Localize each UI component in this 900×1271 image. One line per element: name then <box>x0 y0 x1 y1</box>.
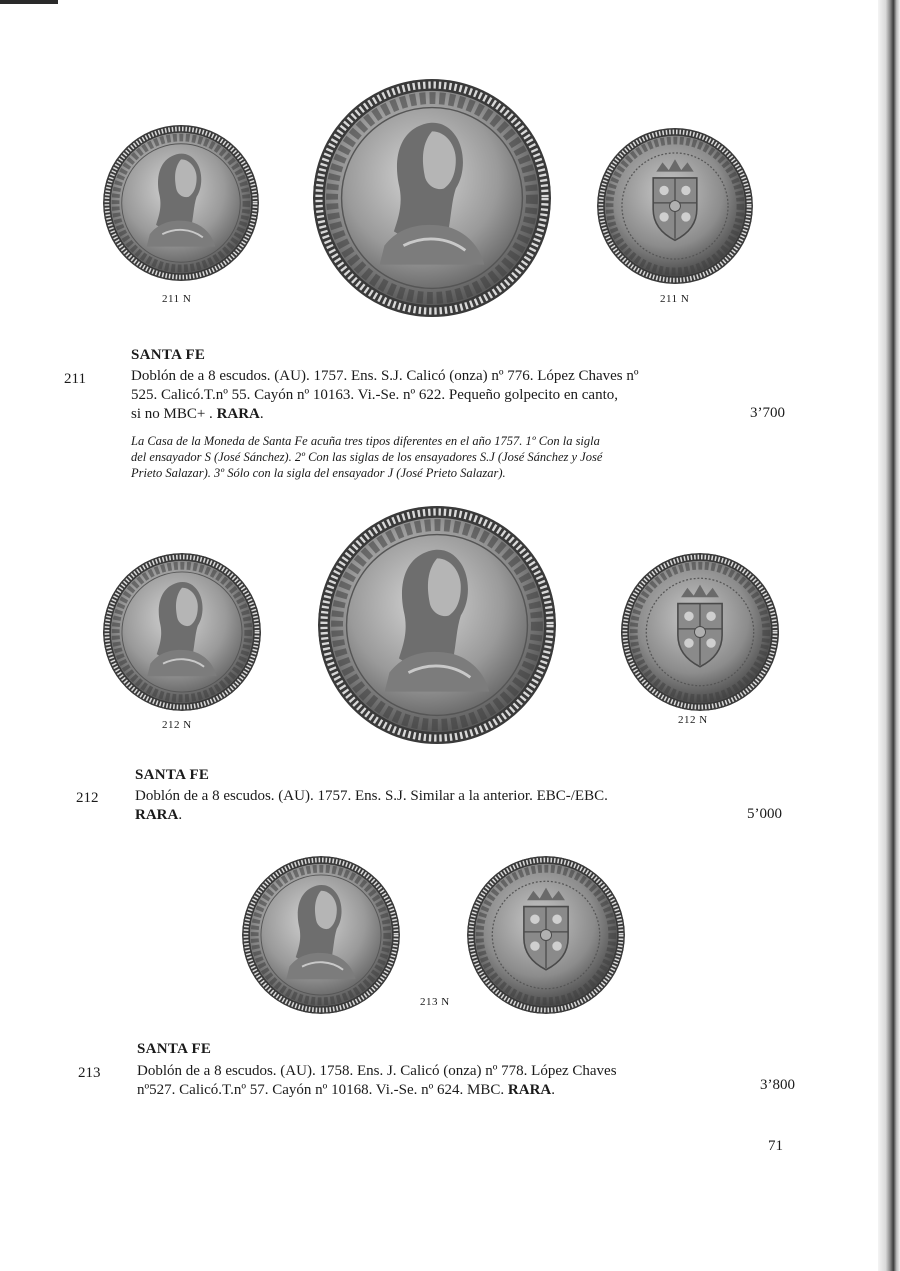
lot-heading: SANTA FE <box>135 767 210 783</box>
lot-heading: SANTA FE <box>131 347 206 363</box>
lot-description-line: 525. Calicó.T.nº 55. Cayón nº 10163. Vi.-Se. nº 622. Pequeño golpecito en canto, <box>131 387 619 403</box>
rarity-label: RARA <box>507 1082 552 1098</box>
coin-212-obverse-large <box>318 503 556 747</box>
rarity-suffix: . <box>259 406 264 422</box>
lot-description-line <box>131 405 731 424</box>
lot-description-end: si no MBC+ . <box>131 406 217 422</box>
lot-description-line: Doblón de a 8 escudos. (AU). 1757. Ens. S.J. Calicó (onza) nº 776. López Chaves nº <box>131 368 639 384</box>
rarity-label: RARA <box>216 406 260 422</box>
coin-212-reverse <box>620 553 780 711</box>
lot-number: 212 <box>76 790 99 806</box>
lot-description-line <box>137 1081 737 1100</box>
coin-caption: 212 N <box>162 719 192 731</box>
lot-note-line: La Casa de la Moneda de Santa Fe acuña tres tipos diferentes en el año 1757. 1º Con la sigla <box>131 434 600 448</box>
lot-note-line: del ensayador S (José Sánchez). 2º Con las siglas de los ensayadores S.J (José Sánchez y José <box>131 450 603 464</box>
lot-heading: SANTA FE <box>137 1041 212 1057</box>
coin-213-obverse <box>242 856 400 1014</box>
lot-note-line: Prieto Salazar). 3º Sólo con la sigla del ensayador J (José Prieto Salazar). <box>131 466 506 480</box>
lot-price: 3’800 <box>760 1077 795 1093</box>
coin-211-obverse-small <box>103 122 259 284</box>
coin-caption: 211 N <box>162 293 192 305</box>
page-number: 71 <box>768 1138 783 1154</box>
coin-caption: 211 N <box>660 293 690 305</box>
lot-description-line <box>135 806 735 825</box>
coin-211-reverse <box>597 124 753 288</box>
lot-price: 3’700 <box>750 405 785 421</box>
coin-caption: 213 N <box>420 996 450 1008</box>
rarity-label: RARA <box>135 807 179 823</box>
coin-caption: 212 N <box>678 714 708 726</box>
coin-213-reverse <box>467 856 625 1014</box>
lot-price: 5’000 <box>747 806 782 822</box>
lot-description <box>131 367 731 424</box>
lot-description-end: nº527. Calicó.T.nº 57. Cayón nº 10168. Vi.-Se. nº 624. MBC. <box>137 1082 508 1098</box>
coin-212-obverse-small <box>103 553 261 711</box>
lot-number: 213 <box>78 1065 101 1081</box>
lot-number: 211 <box>64 371 86 387</box>
book-binding-edge <box>878 0 900 1271</box>
lot-description-line: Doblón de a 8 escudos. (AU). 1758. Ens. J. Calicó (onza) nº 778. López Chaves <box>137 1063 617 1079</box>
rarity-suffix: . <box>178 807 183 823</box>
lot-description <box>135 787 735 825</box>
page-corner-mark <box>0 0 58 4</box>
coin-211-obverse-large <box>313 74 551 322</box>
lot-description <box>137 1062 737 1100</box>
rarity-suffix: . <box>551 1082 555 1098</box>
lot-description-line: Doblón de a 8 escudos. (AU). 1757. Ens. S.J. Similar a la anterior. EBC-/EBC. <box>135 788 608 804</box>
lot-note <box>131 433 736 481</box>
